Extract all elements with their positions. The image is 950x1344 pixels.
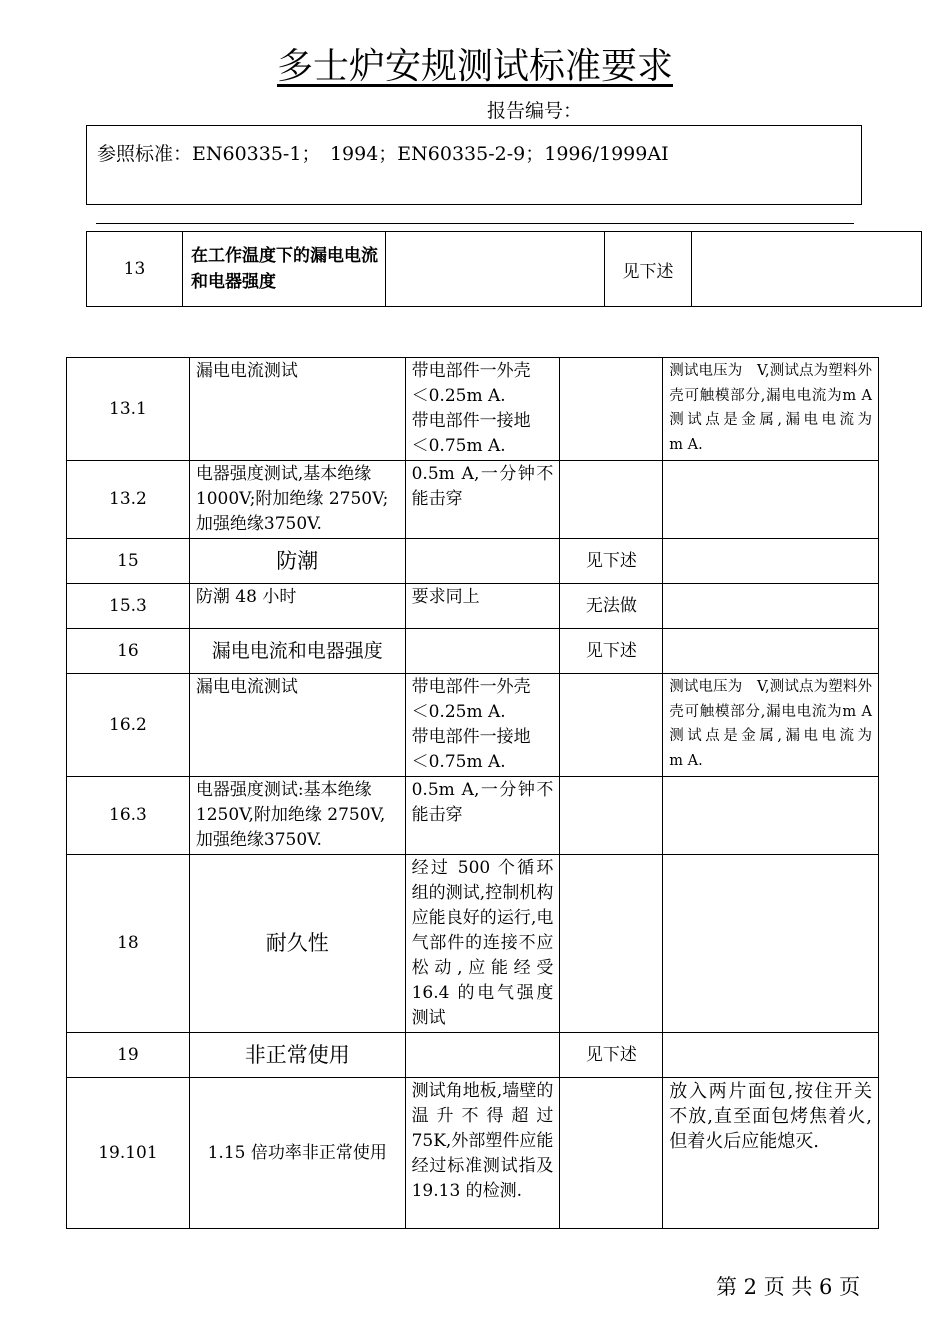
result: 见下述: [560, 539, 663, 584]
remark: [663, 855, 879, 1033]
page-number: 第 2 页 共 6 页: [716, 1275, 861, 1299]
table-row: [67, 629, 879, 674]
clause-number: 13.1: [67, 358, 190, 461]
test-requirements-table: [66, 357, 901, 1229]
requirement: 测试角地板,墙壁的温升不得超过 75K,外部塑件应能经过标准测试指及 19.13 的检测.: [405, 1078, 560, 1229]
requirement: [405, 629, 560, 674]
requirement: 带电部件一外壳 ＜0.25m A. 带电部件一接地 ＜0.75m A.: [405, 674, 560, 777]
remark: [663, 629, 879, 674]
clause-number: 19: [67, 1033, 190, 1078]
test-item: 防潮: [189, 539, 405, 584]
test-item: 耐久性: [189, 855, 405, 1033]
table-row: [67, 461, 879, 539]
remark: 测试电压为 V,测试点为塑料外壳可触模部分,漏电电流为m A测试点是金属,漏电电流为 m A.: [663, 358, 879, 461]
table-row: [67, 1078, 879, 1229]
clause-number: 15.3: [67, 584, 190, 629]
divider: [96, 223, 854, 224]
remark: [663, 461, 879, 539]
clause-number: 16.2: [67, 674, 190, 777]
test-item: 防潮 48 小时: [189, 584, 405, 629]
report-number-label: 报告编号：: [487, 100, 583, 122]
requirement: 带电部件一外壳 ＜0.25m A. 带电部件一接地 ＜0.75m A.: [405, 358, 560, 461]
result-cell: 见下述: [605, 232, 692, 307]
result: [560, 855, 663, 1033]
result: [560, 461, 663, 539]
remark: [663, 584, 879, 629]
reference-standards-box: [86, 125, 862, 205]
remark-cell: [692, 232, 922, 307]
table-row: [67, 539, 879, 584]
remark: 放入两片面包,按住开关不放,直至面包烤焦着火,但着火后应能熄灭.: [663, 1078, 879, 1229]
result: 无法做: [560, 584, 663, 629]
test-item: 电器强度测试:基本绝缘1250V,附加绝缘 2750V,加强绝缘3750V.: [189, 777, 405, 855]
clause-number: 13.2: [67, 461, 190, 539]
remark: [663, 777, 879, 855]
clause-title: 在工作温度下的漏电电流和电器强度: [183, 232, 386, 307]
clause-number: 18: [67, 855, 190, 1033]
table-row: [67, 358, 879, 461]
clause-number: 16: [67, 629, 190, 674]
requirement: 要求同上: [405, 584, 560, 629]
remark: 测试电压为 V,测试点为塑料外壳可触模部分,漏电电流为m A测试点是金属,漏电电流为 m A.: [663, 674, 879, 777]
remark: [663, 1033, 879, 1078]
table-row: [67, 777, 879, 855]
result: [560, 358, 663, 461]
clause-number: 16.3: [67, 777, 190, 855]
result: 见下述: [560, 1033, 663, 1078]
result: [560, 777, 663, 855]
result: [560, 1078, 663, 1229]
clause-number: 15: [67, 539, 190, 584]
requirement: 经过 500 个循环组的测试,控制机构应能良好的运行,电气部件的连接不应松动,应能经受 16.4 的电气强度测试: [405, 855, 560, 1033]
table-row: [87, 232, 922, 307]
test-item: 漏电电流测试: [189, 358, 405, 461]
table-row: [67, 855, 879, 1033]
table-row: [67, 584, 879, 629]
remark: [663, 539, 879, 584]
test-item: 1.15 倍功率非正常使用: [189, 1078, 405, 1229]
result: 见下述: [560, 629, 663, 674]
requirement: 0.5m A,一分钟不能击穿: [405, 461, 560, 539]
requirement: [405, 539, 560, 584]
requirement: 0.5m A,一分钟不能击穿: [405, 777, 560, 855]
test-item: 漏电电流测试: [189, 674, 405, 777]
clause-number: 13: [87, 232, 183, 307]
reference-standards: 参照标准：EN60335-1； 1994；EN60335-2-9；1996/1999AI: [97, 143, 669, 165]
table-row: [67, 1033, 879, 1078]
section-13-header-table: [86, 231, 922, 307]
requirement-cell: [386, 232, 605, 307]
requirement: [405, 1033, 560, 1078]
test-item: 非正常使用: [189, 1033, 405, 1078]
result: [560, 674, 663, 777]
clause-number: 19.101: [67, 1078, 190, 1229]
page-title: 多士炉安规测试标准要求: [276, 46, 673, 87]
table-row: [67, 674, 879, 777]
test-item: 漏电电流和电器强度: [189, 629, 405, 674]
test-item: 电器强度测试,基本绝缘1000V;附加绝缘 2750V;加强绝缘3750V.: [189, 461, 405, 539]
